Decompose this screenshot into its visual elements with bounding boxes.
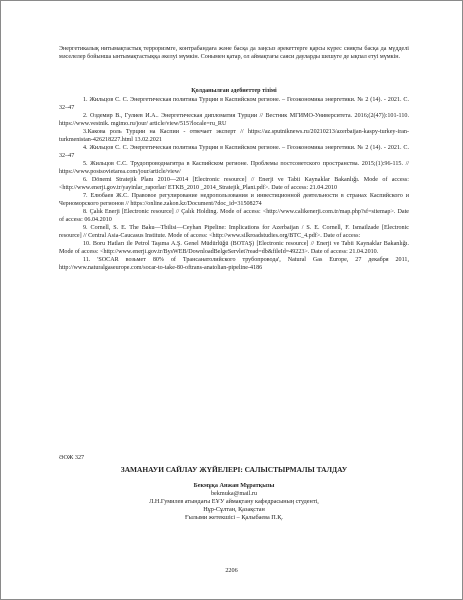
reference-item: 4. Жильцов С. С. Энергетическая политика Турции в Каспийском регионе. – Геоэкономика энергетики. № 2 (14). - 2021. С. 32–47 — [59, 145, 409, 159]
references-heading: Қолданылған әдебиеттер тізімі — [191, 88, 277, 94]
reference-item: 7. Елюбаев Ж.С. Правовое регулирование недропользования и инвестиционной деятельности в странах Каспийского и Черноморского регионов // https://online.zakon.kz/Document/?doc_id=31508274 — [59, 193, 409, 207]
article-title: ЗАМАНАУИ САЙЛАУ ЖҮЙЕЛЕРІ: САЛЫСТЫРМАЛЫ ТАЛДАУ — [120, 465, 348, 474]
reference-item: 3.Какова роль Турции на Каспии - отвечает эксперт // https://az.sputniknews.ru/20210213/azerbaijan-kaspy-turkey-iran-turkmenistan-426218227.html 13.02.2021 — [59, 129, 409, 143]
author-location: Нұр-Сұлтан, Қазақстан — [203, 506, 265, 514]
reference-item: 9. Cornell, S. E. The Baku—Tbilisi—Ceyhan Pipeline: Implications for Azerbaijan / S. E. Cornell, F. Ismailzade [Electronic resource] // Central Asia-Caucasus Institute. Mode of access: <http://www.silkroadstudies.org/BTC_4.pdf>. Date of access: — [59, 225, 409, 239]
reference-item: 8. Çalık Enerji [Electronic resource] // Çalık Holding. Mode of access: <http://www.calikenerji.com.tr/map.php?sf=sitemap>. Date of access: 06.04.2010 — [59, 209, 409, 223]
references-section — [59, 87, 409, 272]
reference-item: 6. Dönemi Stratejik Planı 2010—2014 [Electronic resource] // Enerji ve Tabii Kaynaklar Bakanlığı. Mode of access: <http://www.enerji.gov.tr/yayinlar_raporlar/ ETKB_2010 _2014_Stratejik_Plani.pdf>. Date of access: 21.04.2010 — [59, 177, 409, 191]
author-affiliation: Л.Н.Гумилев атындағы ЕҰУ аймақтану кафедрасының студенті, — [149, 498, 319, 506]
reference-item: 5. Жильцов С.С. Трудопроводнагитра в Каспийском регионе. Проблемы постсоветского пространства. 2015;(1):96-115. // https://www.postsovietarea.com/jour/article/view/ — [59, 161, 409, 175]
reference-item: 1. Жильцов С. С. Энергетическая политика Турции в Каспийском регионе. – Геоэкономика энергетики. № 2 (14). - 2021. С. 32–47 — [59, 97, 409, 111]
author-email: bekmuka@mail.ru — [210, 490, 258, 498]
page-number: 2206 — [225, 567, 238, 574]
intro-paragraph: Энергетикалық нитымақтастық терроризмге, контрабандаға және басқа да заңсыз әрекеттерге қарсы күрес сияқты басқа да мүдделі мәселелер бойынша ынтымақтастыққа әкелуі мүмкін. Сонымен қатар, ол аймақтағы саяси дауларды шешуге де ықпал етуі мүмкін. — [59, 46, 409, 60]
scientific-supervisor: Ғылыми жетекшісі – Қалыбаева П.Қ. — [185, 514, 283, 522]
author-block — [59, 482, 409, 522]
reference-item: 10. Boru Hatları ile Petrol Taşıma A.Ş. Genel Müdürlüğü (BOTAŞ) [Electronic resource] // Enerji ve Tabii Kaynaklar Bakanlığı. Mode of access: <http://www.enerji.gov.tr/BysWEB/DownloadBelgeServlet?read=db&fileId=49223>. Date of access: 21.04.2010. — [59, 241, 409, 255]
reference-item: 2. Оздемир В., Гулиев И.А.. Энергетическая дипломатия Турции // Вестник МГИМО-Университета. 2016;(2(47)):101-110. https://www.vestnik. mgimo.ru/jour/ article/view/515?locale=ru_RU — [59, 113, 409, 127]
author-name: Бекмұқа Анжан Мұратқызы — [193, 482, 275, 489]
udc-code: ӘОЖ 327 — [59, 454, 85, 461]
reference-item: 11. 'SOCAR возьмет 80% of Трансанатолийского трубопровода', Natural Gas Europe, 27 декабря 2011, http://www.naturalgaseurope.com/socar-to-take-80-oftrans-anatolian-pipeline-4186 — [59, 257, 409, 271]
